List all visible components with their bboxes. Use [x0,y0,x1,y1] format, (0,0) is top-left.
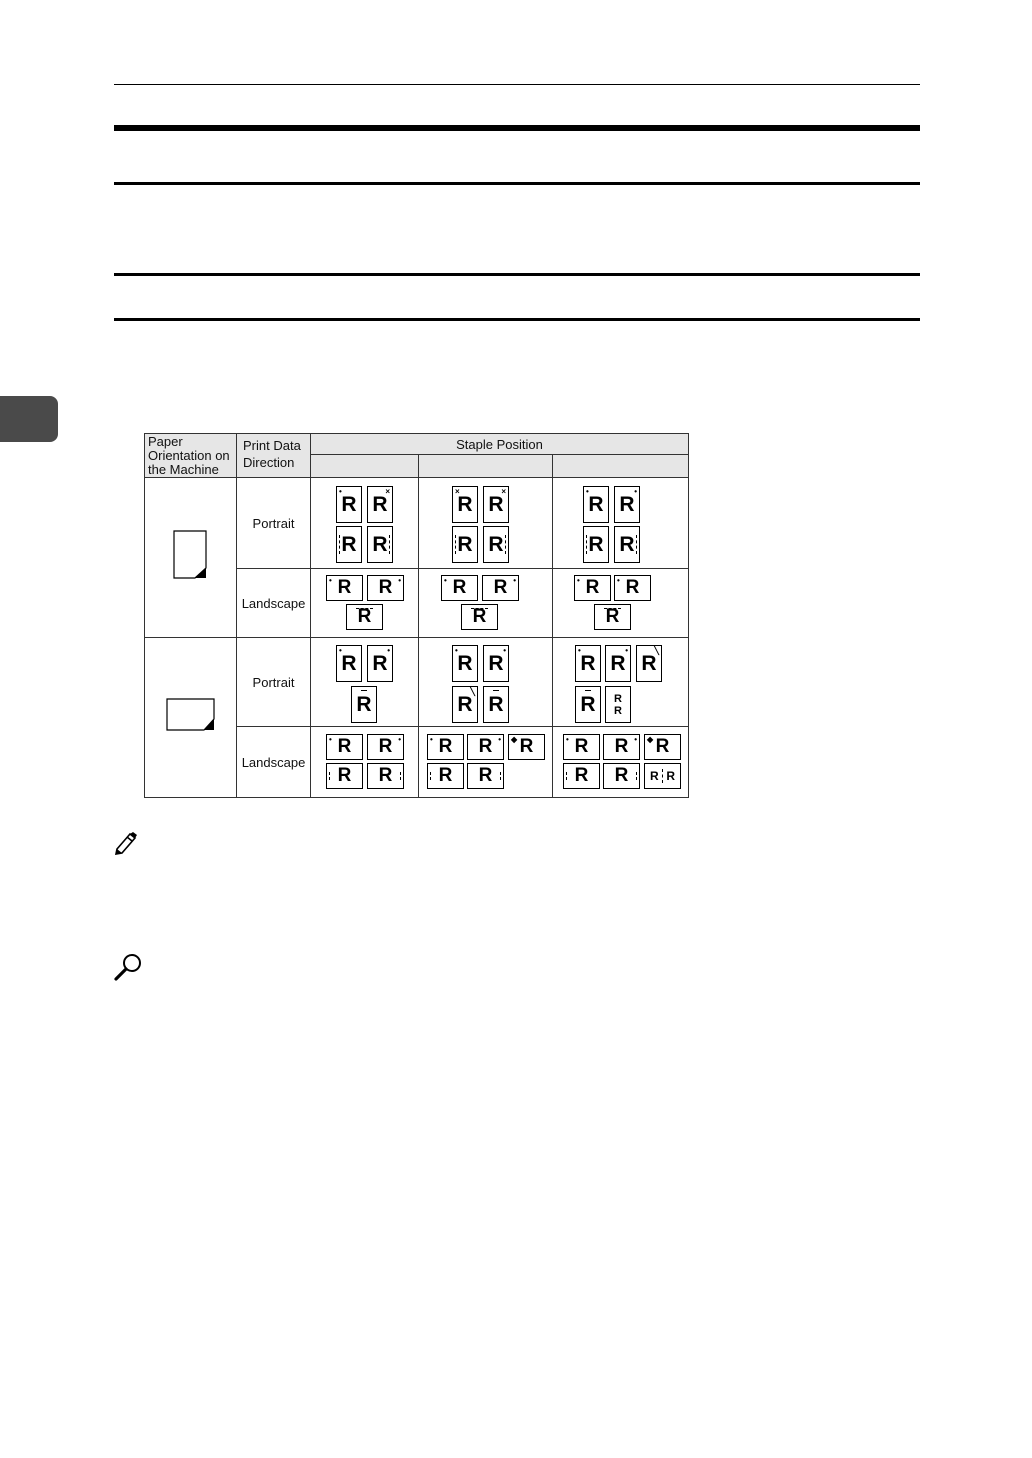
page-glyph: • R [482,575,519,601]
page-glyph: R [351,686,377,723]
page-glyph: ◆ R [644,734,681,760]
pencil-note-icon [113,831,139,855]
page-glyph: • R [326,575,363,601]
staple-cell-r2c3 [553,569,689,638]
page-glyph: R [461,604,498,630]
page-glyph: R [427,763,464,789]
subsection-bottom-rule [114,318,920,321]
header-staple-position: Staple Position [311,434,689,455]
header-staple-col-1 [311,455,419,478]
staple-cell-r2c1 [311,569,419,638]
page-glyph: R [367,526,393,563]
page-glyph: • R [467,734,504,760]
page-glyph: R [583,526,609,563]
page-glyph: R [467,763,504,789]
staple-cell-r2c2 [419,569,553,638]
page-glyph: R [603,763,640,789]
page-glyph: • R [483,645,509,682]
page-glyph: • R [605,645,631,682]
page-glyph: ╲ R [452,686,478,723]
page-glyph: × R [452,486,478,523]
page-glyph: • R [336,645,362,682]
page-glyph: • R [452,645,478,682]
page-glyph: • R [603,734,640,760]
header-staple-col-3 [553,455,689,478]
page-glyph: • R [427,734,464,760]
subsection-top-rule [114,273,920,276]
page-glyph: R [483,686,509,723]
page-glyph: R R [644,763,681,789]
staple-cell-r1c2 [419,478,553,569]
staple-cell-r1c3 [553,478,689,569]
direction-label: Landscape [237,569,311,638]
landscape-paper-icon [166,697,216,733]
page-glyph: • R [367,575,404,601]
staple-cell-r1c1 [311,478,419,569]
page-glyph: • R [336,486,362,523]
direction-label: Portrait [237,478,311,569]
section-thick-rule [114,125,920,131]
staple-cell-r3c2 [419,638,553,727]
page-glyph: • R [367,645,393,682]
page-glyph: R [336,526,362,563]
portrait-paper-icon [173,530,209,580]
staple-position-table [144,433,689,798]
header-print-direction: Print Data Direction [237,434,311,478]
page-glyph: • R [575,645,601,682]
page-glyph: R [614,526,640,563]
magnifier-reference-icon [113,953,143,981]
staple-cell-r3c3 [553,638,689,727]
staple-cell-r4c1 [311,727,419,798]
page-glyph: ◆ R [508,734,545,760]
chapter-tab [0,396,58,442]
direction-label: Portrait [237,638,311,727]
page-glyph: • R [326,734,363,760]
staple-cell-r4c2 [419,727,553,798]
page-glyph: • R [583,486,609,523]
page-glyph: • R [614,575,651,601]
direction-label: Landscape [237,727,311,798]
page-glyph: • R [441,575,478,601]
page-glyph: R [452,526,478,563]
page-glyph: × R [483,486,509,523]
page-glyph: • R [563,734,600,760]
page-glyph: ╲ R [636,645,662,682]
page-glyph: R [367,763,404,789]
page-glyph: × R [367,486,393,523]
page-glyph: R [483,526,509,563]
page-glyph: • R [614,486,640,523]
page-glyph: • R [367,734,404,760]
staple-cell-r4c3 [553,727,689,798]
top-thin-rule [114,84,920,85]
page-glyph: R [326,763,363,789]
page-glyph: R [575,686,601,723]
section-under-rule [114,182,920,185]
page-glyph: • R [574,575,611,601]
header-staple-col-2 [419,455,553,478]
page-glyph: R [346,604,383,630]
header-paper-orientation: Paper Orientation on the Machine [145,434,237,478]
staple-cell-r3c1 [311,638,419,727]
landscape-paper-cell [145,638,237,798]
page-glyph: R [594,604,631,630]
portrait-paper-cell [145,478,237,638]
page-glyph: R R [605,686,631,723]
page-glyph: R [563,763,600,789]
